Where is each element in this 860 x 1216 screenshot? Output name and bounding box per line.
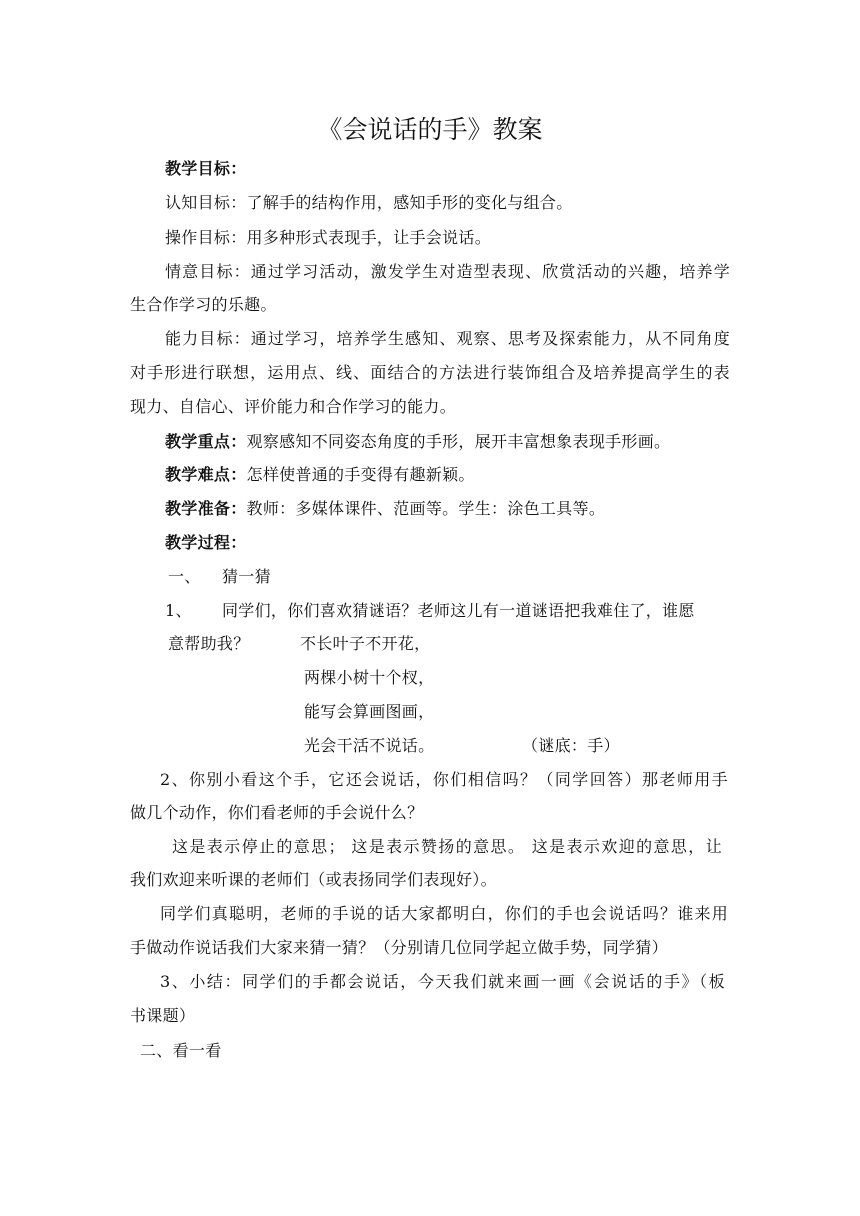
- riddle-line2: 两棵小树十个杈，: [304, 668, 435, 687]
- riddle-line1: 不长叶子不开花，: [300, 634, 431, 653]
- difficulty-point: [165, 462, 475, 485]
- goal-emotion-line1: 情意目标：通过学习活动，激发学生对造型表现、欣赏活动的兴趣，培养学: [165, 262, 730, 281]
- goal-ability-line2: 对手形进行联想，运用点、线、面结合的方法进行装饰组合及培养提高学生的表: [130, 363, 730, 382]
- section1-number: 一、: [168, 567, 201, 586]
- gesture-line2: 我们欢迎来听课的老师们（或表扬同学们表现好）。: [130, 870, 497, 889]
- difficulty-label: 教学难点：: [165, 465, 247, 484]
- prep-label: 教学准备：: [165, 499, 247, 518]
- prep-text: 教师：多媒体课件、范画等。学生：涂色工具等。: [246, 499, 606, 518]
- page-title: 《会说话的手》教案: [317, 115, 543, 144]
- goal-ability-line1: 能力目标：通过学习，培养学生感知、观察、思考及探索能力，从不同角度: [165, 329, 730, 348]
- goal-ability-line3: 现力、自信心、评价能力和合作学习的能力。: [130, 397, 457, 416]
- preparation: [165, 496, 605, 519]
- key-text: 观察感知不同姿态角度的手形，展开丰富想象表现手形画。: [246, 432, 671, 451]
- section1-title: 猜一猜: [222, 567, 271, 586]
- key-point: [165, 429, 670, 452]
- riddle-line3: 能写会算画图画，: [304, 702, 435, 721]
- item2-line2: 做几个动作，你们看老师的手会说什么？: [130, 803, 424, 822]
- item1-number: 1、: [165, 601, 192, 620]
- goals-heading: 教学目标：: [165, 159, 247, 178]
- section2-heading: 二、看一看: [140, 1041, 222, 1060]
- item1-text-line2: 意帮助我？: [168, 634, 250, 653]
- key-label: 教学重点：: [165, 432, 247, 451]
- summary-line1: 3、小结：同学们的手都会说话，今天我们就来画一画《会说话的手》（板: [160, 972, 725, 991]
- item2-line1: 2、你别小看这个手，它还会说话，你们相信吗？（同学回答）那老师用手: [160, 770, 728, 789]
- praise-line1: 同学们真聪明，老师的手说的话大家都明白，你们的手也会说话吗？谁来用: [160, 904, 728, 923]
- praise-line2: 手做动作说话我们大家来猜一猜？（分别请几位同学起立做手势，同学猜）: [130, 938, 668, 957]
- item1-text-line1: 同学们，你们喜欢猜谜语？老师这儿有一道谜语把我难住了，谁愿: [222, 601, 695, 620]
- riddle-line4: 光会干活不说话。: [304, 736, 435, 755]
- process-heading: 教学过程：: [165, 533, 247, 552]
- goal-cognitive: 认知目标：了解手的结构作用，感知手形的变化与组合。: [165, 193, 573, 212]
- gesture-line1: 这是表示停止的意思； 这是表示赞扬的意思。 这是表示欢迎的意思，让: [172, 837, 722, 856]
- difficulty-text: 怎样使普通的手变得有趣新颖。: [246, 465, 475, 484]
- goal-operation: 操作目标：用多种形式表现手，让手会说话。: [165, 228, 492, 247]
- goal-emotion-line2: 生合作学习的乐趣。: [130, 295, 277, 314]
- riddle-answer: （谜底：手）: [522, 736, 620, 755]
- summary-line2: 书课题）: [130, 1006, 196, 1025]
